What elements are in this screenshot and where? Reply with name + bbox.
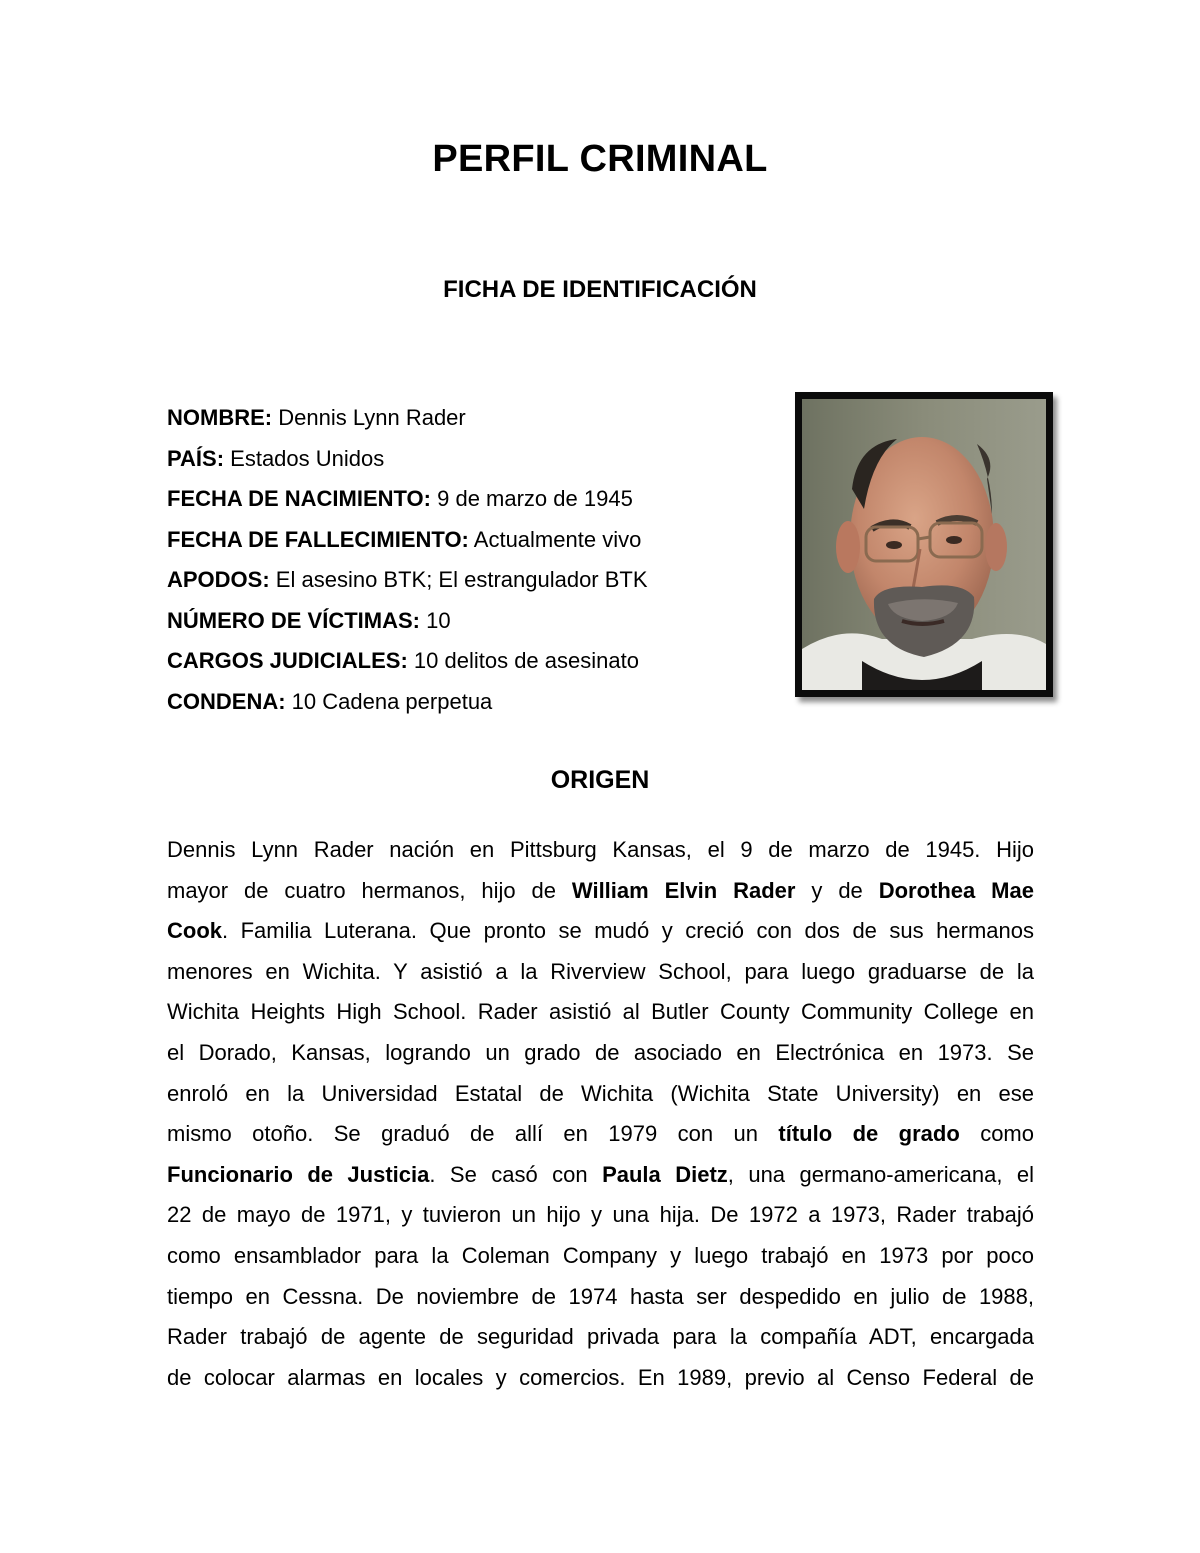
paragraph-line bbox=[167, 1033, 1034, 1074]
text-run: enroló en la Universidad Estatal de Wichita (Wichita State University) en ese bbox=[167, 1080, 1034, 1106]
paragraph-line bbox=[167, 871, 1034, 912]
bold-text: Paula Dietz bbox=[602, 1161, 728, 1187]
field-label: NOMBRE: bbox=[167, 405, 273, 430]
page-title: PERFIL CRIMINAL bbox=[432, 138, 768, 180]
field-value: Actualmente vivo bbox=[468, 526, 642, 552]
field-value: Dennis Lynn Rader bbox=[272, 405, 466, 430]
field-value: El asesino BTK; El estrangulador BTK bbox=[269, 567, 648, 592]
paragraph-line bbox=[167, 1277, 1034, 1318]
paragraph-line bbox=[167, 1358, 1034, 1399]
identification-heading: FICHA DE IDENTIFICACIÓN bbox=[443, 276, 757, 303]
text-run: menores en Wichita. Y asistió a la Riverview School, para luego graduarse de la bbox=[167, 958, 1034, 984]
text-run: 22 de mayo de 1971, y tuvieron un hijo y una hija. De 1972 a 1973, Rader trabajó bbox=[167, 1202, 1034, 1228]
field-value: 9 de marzo de 1945 bbox=[431, 486, 633, 511]
text-run: de colocar alarmas en locales y comercios. En 1989, previo al Censo Federal de bbox=[167, 1364, 1034, 1390]
field-row bbox=[167, 479, 787, 520]
field-value: Estados Unidos bbox=[224, 445, 385, 471]
text-run: tiempo en Cessna. De noviembre de 1974 hasta ser despedido en julio de 1988, bbox=[167, 1283, 1034, 1309]
field-label: FECHA DE NACIMIENTO: bbox=[167, 486, 431, 511]
text-run: mismo otoño. Se graduó de allí en 1979 con un bbox=[167, 1121, 779, 1147]
portrait-photo bbox=[795, 392, 1053, 697]
paragraph-line bbox=[167, 1074, 1034, 1115]
field-value: 10 bbox=[420, 607, 451, 633]
paragraph-line bbox=[167, 1155, 1034, 1196]
bold-text: Dorothea Mae bbox=[878, 877, 1034, 903]
text-run: el Dorado, Kansas, logrando un grado de asociado en Electrónica en 1973. Se bbox=[167, 1039, 1034, 1065]
text-run: como bbox=[959, 1121, 1034, 1147]
paragraph-line bbox=[167, 1114, 1034, 1155]
bold-text: título de grado bbox=[778, 1121, 960, 1147]
field-label: APODOS: bbox=[167, 567, 270, 592]
field-row bbox=[167, 560, 787, 601]
paragraph-line bbox=[167, 1236, 1034, 1277]
field-label: NÚMERO DE VÍCTIMAS: bbox=[167, 607, 420, 633]
field-row bbox=[167, 601, 787, 642]
field-label: PAÍS: bbox=[167, 445, 225, 471]
field-row bbox=[167, 682, 787, 723]
field-row bbox=[167, 439, 787, 480]
field-label: FECHA DE FALLECIMIENTO: bbox=[167, 526, 469, 552]
origin-paragraph bbox=[167, 830, 1034, 1398]
field-row bbox=[167, 641, 787, 682]
text-run: Wichita Heights High School. Rader asistió al Butler County Community College en bbox=[167, 999, 1034, 1025]
paragraph-line bbox=[167, 830, 1034, 871]
identification-fields bbox=[167, 398, 787, 722]
origin-heading: ORIGEN bbox=[550, 766, 650, 794]
bold-text: Cook bbox=[167, 918, 222, 944]
portrait-photo-icon bbox=[802, 399, 1046, 690]
field-row bbox=[167, 520, 787, 561]
paragraph-line bbox=[167, 992, 1034, 1033]
text-run: Rader trabajó de agente de seguridad privada para la compañía ADT, encargada bbox=[167, 1324, 1034, 1350]
text-run: . Familia Luterana. Que pronto se mudó y creció con dos de sus hermanos bbox=[222, 918, 1034, 944]
field-value: 10 Cadena perpetua bbox=[285, 688, 493, 714]
bold-text: William Elvin Rader bbox=[571, 877, 796, 903]
text-run: y de bbox=[795, 877, 879, 903]
paragraph-line bbox=[167, 1317, 1034, 1358]
text-run: . Se casó con bbox=[429, 1161, 603, 1187]
field-value: 10 delitos de asesinato bbox=[407, 648, 639, 673]
field-label: CARGOS JUDICIALES: bbox=[167, 648, 408, 673]
field-label: CONDENA: bbox=[167, 688, 286, 714]
text-run: , una germano-americana, el bbox=[727, 1161, 1035, 1187]
text-run: Dennis Lynn Rader nación en Pittsburg Kansas, el 9 de marzo de 1945. Hijo bbox=[167, 837, 1034, 862]
field-row bbox=[167, 398, 787, 439]
paragraph-line bbox=[167, 952, 1034, 993]
paragraph-line bbox=[167, 1195, 1034, 1236]
text-run: mayor de cuatro hermanos, hijo de bbox=[167, 877, 572, 903]
paragraph-line bbox=[167, 911, 1034, 952]
text-run: como ensamblador para la Coleman Company y luego trabajó en 1973 por poco bbox=[167, 1242, 1034, 1268]
bold-text: Funcionario de Justicia bbox=[167, 1161, 430, 1187]
